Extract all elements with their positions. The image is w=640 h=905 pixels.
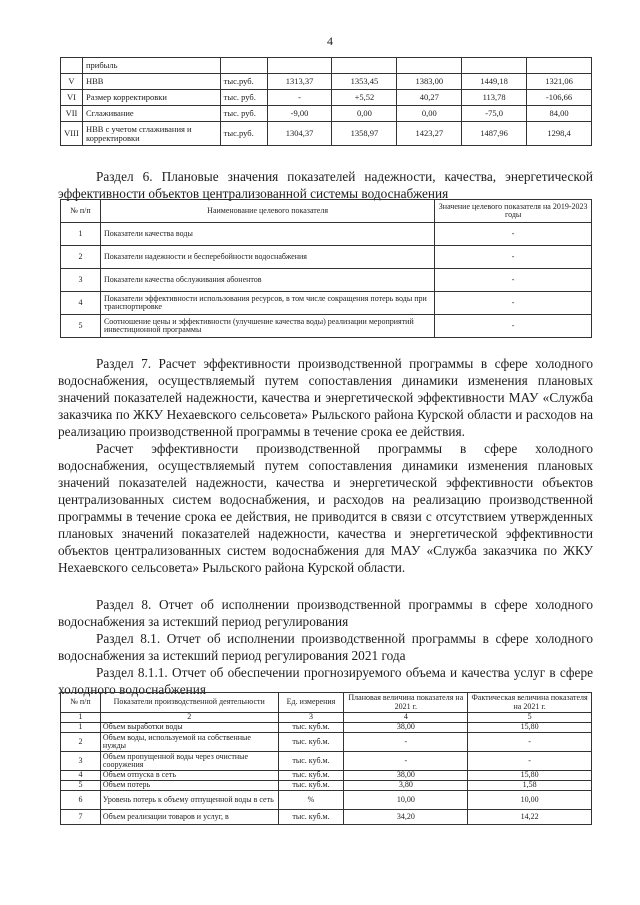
table-row: 3 Показатели качества обслуживания абонентов - bbox=[61, 269, 592, 292]
section-7-heading: Раздел 7. Расчет эффективности производственной программы в сфере холодного водоснабжения, осуществляемый путем сопоставления динамики изменения плановых значений показателей надежности, качества и энергетической эффективности МАУ «Служба заказчика по ЖКУ Нехаевского сельсовета» Рыльского района Курской области и расходов на реализацию производственной программы в течение срока ее действия. bbox=[58, 356, 593, 439]
section-8-heading: Раздел 8. Отчет об исполнении производственной программы в сфере холодного водоснабжения за истекший период регулирования bbox=[58, 597, 593, 629]
table-row: 2 Показатели надежности и бесперебойности водоснабжения - bbox=[61, 246, 592, 269]
table-row: 3 Объем пропущенной воды через очистные сооружения тыс. куб.м. - - bbox=[61, 752, 592, 771]
table-row: VII Сглаживание тыс. руб. -9,00 0,00 0,00 -75,0 84,00 bbox=[61, 106, 592, 122]
table-row: 5 Соотношение цены и эффективности (улучшение качества воды) реализации мероприятий инвестиционной программы - bbox=[61, 315, 592, 338]
production-report-table bbox=[60, 692, 592, 825]
section-7 bbox=[58, 355, 593, 576]
table-header-row: № п/п Наименование целевого показателя Значение целевого показателя на 2019-2023 годы bbox=[61, 200, 592, 223]
table-header-row: № п/п Показатели производственной деятельности Ед. измерения Плановая величина показателя на 2021 г. Фактическая величина показателя на 2021 г. bbox=[61, 693, 592, 713]
section-7-paragraph: Расчет эффективности производственной программы в сфере холодного водоснабжения, осуществляемый путем сопоставления динамики изменения плановых значений показателей надежности, качества и энергетической эффективности объектов централизованных систем водоснабжения, и расходов на реализацию производственной программы в течение срока ее действия, не приводится в связи с отсутствием утвержденных плановых значений показателей надежности, качества и энергетической эффективности объектов централизованных систем водоснабжения для МАУ «Служба заказчика по ЖКУ Нехаевского сельсовета» Рыльского района Курской области. bbox=[58, 441, 593, 575]
section-8-1-1-heading: Раздел 8.1.1. Отчет об обеспечении прогнозируемого объема и качества услуг в сфере холодного водоснабжения bbox=[58, 665, 593, 697]
target-indicators-table bbox=[60, 199, 592, 338]
column-number-row: 1 2 3 4 5 bbox=[61, 713, 592, 723]
table-row: VI Размер корректировки тыс. руб. - +5,52 40,27 113,78 -106,66 bbox=[61, 90, 592, 106]
table-row: 7 Объем реализации товаров и услуг, в тыс. куб.м. 34,20 14,22 bbox=[61, 810, 592, 825]
table-row: 4 Объем отпуска в сеть тыс. куб.м. 38,00 15,80 bbox=[61, 771, 592, 781]
table-row: 1 Показатели качества воды - bbox=[61, 223, 592, 246]
section-8-1-heading: Раздел 8.1. Отчет об исполнении производственной программы в сфере холодного водоснабжения за истекший период регулирования 2021 года bbox=[58, 631, 593, 663]
section-8 bbox=[58, 596, 593, 698]
table-row: 2 Объем воды, используемой на собственные нужды тыс. куб.м. - - bbox=[61, 733, 592, 752]
section-6-heading: Раздел 6. Плановые значения показателей надежности, качества, энергетической эффективности объектов централизованной системы водоснабжения bbox=[58, 169, 593, 201]
table-row: 4 Показатели эффективности использования ресурсов, в том числе сокращения потерь воды при транспортировке - bbox=[61, 292, 592, 315]
table-row: 1 Объем выработки воды тыс. куб.м. 38,00 15,80 bbox=[61, 723, 592, 733]
page-number: 4 bbox=[327, 34, 333, 48]
table-row: V НВВ тыс.руб. 1313,37 1353,45 1383,00 1449,18 1321,06 bbox=[61, 74, 592, 90]
tariff-table bbox=[60, 57, 592, 146]
table-row: 6 Уровень потерь к объему отпущенной воды в сеть % 10,00 10,00 bbox=[61, 791, 592, 810]
table-row: 5 Объем потерь тыс. куб.м. 3,80 1,58 bbox=[61, 781, 592, 791]
table-row: прибыль bbox=[61, 58, 592, 74]
table-row: VIII НВВ с учетом сглаживания и корректировки тыс.руб. 1304,37 1358,97 1423,27 1487,96 1298,4 bbox=[61, 122, 592, 146]
